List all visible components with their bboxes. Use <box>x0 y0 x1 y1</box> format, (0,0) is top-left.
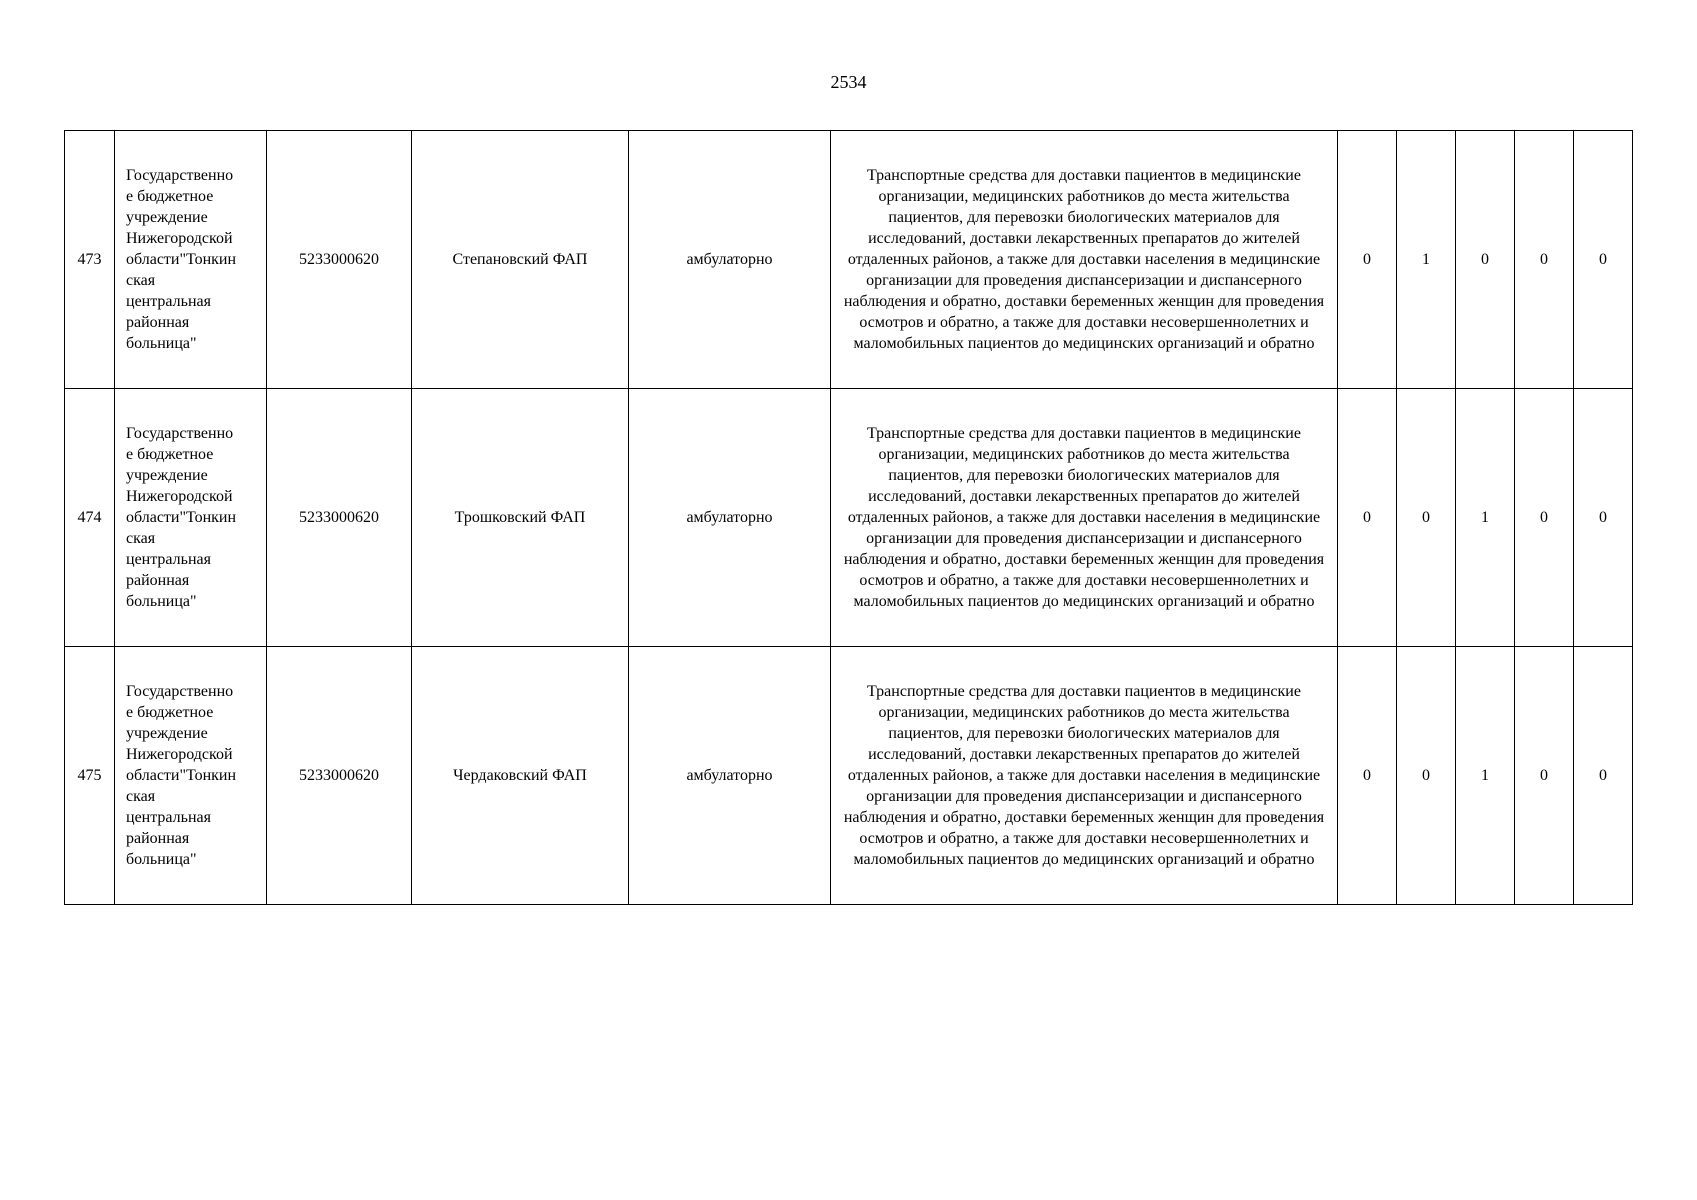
org-line: е бюджетное <box>126 704 214 721</box>
value-cell: 0 <box>1515 647 1574 905</box>
org-line: области"Тонкин <box>126 509 237 526</box>
care-type-cell: амбулаторно <box>629 131 831 389</box>
organization-cell <box>115 647 267 905</box>
org-line: е бюджетное <box>126 188 214 205</box>
org-line: больница" <box>126 335 197 352</box>
value-cell: 0 <box>1338 131 1397 389</box>
unit-name-cell: Степановский ФАП <box>412 131 629 389</box>
org-line: ская <box>126 530 156 547</box>
value-cell: 0 <box>1574 389 1633 647</box>
org-line: Государственно <box>126 425 234 442</box>
row-number-cell: 473 <box>65 131 115 389</box>
org-line: учреждение <box>126 467 208 484</box>
value-cell: 0 <box>1574 131 1633 389</box>
org-line: области"Тонкин <box>126 767 237 784</box>
table-row <box>65 389 1633 647</box>
org-line: районная <box>126 314 190 331</box>
org-line: центральная <box>126 293 211 310</box>
row-number-cell: 474 <box>65 389 115 647</box>
care-type-cell: амбулаторно <box>629 647 831 905</box>
value-cell: 0 <box>1515 389 1574 647</box>
unit-name-cell: Чердаковский ФАП <box>412 647 629 905</box>
org-line: районная <box>126 830 190 847</box>
table-row <box>65 131 1633 389</box>
org-line: учреждение <box>126 725 208 742</box>
value-cell: 1 <box>1456 647 1515 905</box>
page-number: 2534 <box>830 72 867 92</box>
care-type-cell: амбулаторно <box>629 389 831 647</box>
inn-cell: 5233000620 <box>267 131 412 389</box>
value-cell: 0 <box>1515 131 1574 389</box>
org-line: Нижегородской <box>126 488 233 505</box>
org-line: Государственно <box>126 683 234 700</box>
org-line: Нижегородской <box>126 746 233 763</box>
inn-cell: 5233000620 <box>267 647 412 905</box>
org-line: ская <box>126 788 156 805</box>
inn-cell: 5233000620 <box>267 389 412 647</box>
value-cell: 0 <box>1456 131 1515 389</box>
org-line: больница" <box>126 851 197 868</box>
value-cell: 0 <box>1397 389 1456 647</box>
org-line: районная <box>126 572 190 589</box>
value-cell: 1 <box>1456 389 1515 647</box>
value-cell: 0 <box>1338 647 1397 905</box>
value-cell: 0 <box>1338 389 1397 647</box>
org-line: Нижегородской <box>126 230 233 247</box>
org-line: больница" <box>126 593 197 610</box>
equipment-table <box>64 130 1633 905</box>
description-cell: Транспортные средства для доставки пациентов в медицинские организации, медицинских работников до места жительства пациентов, для перевозки биологических материалов для исследований, доставки лекарственных препаратов до жителей отдаленных районов, а также для доставки населения в медицинские организации для проведения диспансеризации и диспансерного наблюдения и обратно, доставки беременных женщин для проведения осмотров и обратно, а также для доставки несовершеннолетних и маломобильных пациентов до медицинских организаций и обратно <box>831 647 1338 905</box>
description-cell: Транспортные средства для доставки пациентов в медицинские организации, медицинских работников до места жительства пациентов, для перевозки биологических материалов для исследований, доставки лекарственных препаратов до жителей отдаленных районов, а также для доставки населения в медицинские организации для проведения диспансеризации и диспансерного наблюдения и обратно, доставки беременных женщин для проведения осмотров и обратно, а также для доставки несовершеннолетних и маломобильных пациентов до медицинских организаций и обратно <box>831 389 1338 647</box>
org-line: учреждение <box>126 209 208 226</box>
value-cell: 0 <box>1397 647 1456 905</box>
value-cell: 0 <box>1574 647 1633 905</box>
organization-cell <box>115 389 267 647</box>
org-line: ская <box>126 272 156 289</box>
table-row <box>65 647 1633 905</box>
org-line: области"Тонкин <box>126 251 237 268</box>
row-number-cell: 475 <box>65 647 115 905</box>
org-line: е бюджетное <box>126 446 214 463</box>
description-cell: Транспортные средства для доставки пациентов в медицинские организации, медицинских работников до места жительства пациентов, для перевозки биологических материалов для исследований, доставки лекарственных препаратов до жителей отдаленных районов, а также для доставки населения в медицинские организации для проведения диспансеризации и диспансерного наблюдения и обратно, доставки беременных женщин для проведения осмотров и обратно, а также для доставки несовершеннолетних и маломобильных пациентов до медицинских организаций и обратно <box>831 131 1338 389</box>
unit-name-cell: Трошковский ФАП <box>412 389 629 647</box>
org-line: Государственно <box>126 167 234 184</box>
org-line: центральная <box>126 551 211 568</box>
organization-cell <box>115 131 267 389</box>
org-line: центральная <box>126 809 211 826</box>
value-cell: 1 <box>1397 131 1456 389</box>
